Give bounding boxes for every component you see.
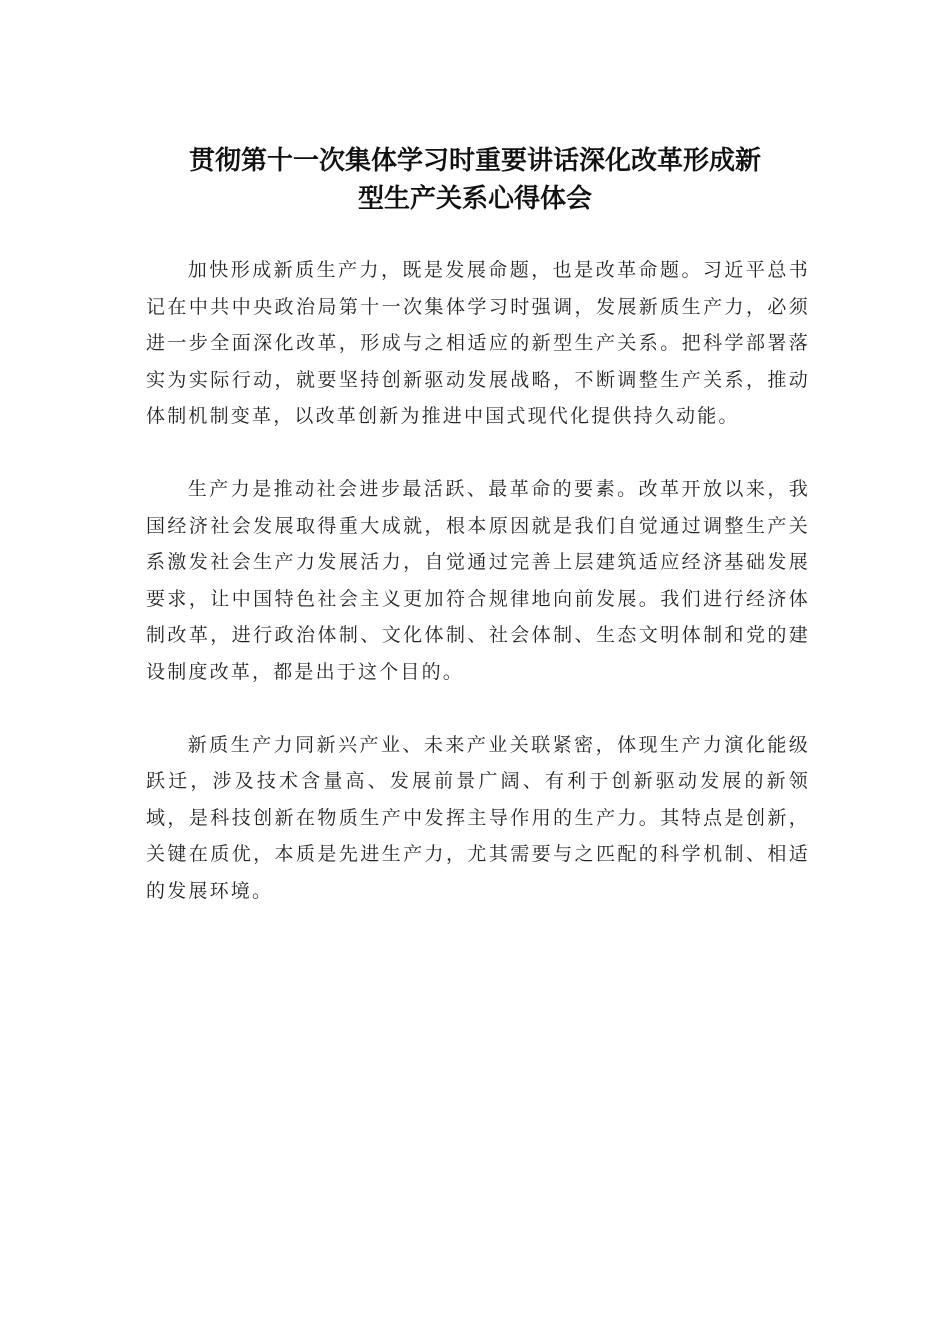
- paragraph-2: 生产力是推动社会进步最活跃、最革命的要素。改革开放以来，我国经济社会发展取得重大成就，根本原因就是我们自觉通过调整生产关系激发社会生产力发展活力，自觉通过完善上层建筑适应经济基础发展要求，让中国特色社会主义更加符合规律地向前发展。我们进行经济体制改革，进行政治体制、文化体制、社会体制、生态文明体制和党的建设制度改革，都是出于这个目的。: [146, 478, 810, 683]
- document-body: [146, 252, 810, 946]
- paragraph-1: 加快形成新质生产力，既是发展命题，也是改革命题。习近平总书记在中共中央政治局第十一次集体学习时强调，发展新质生产力，必须进一步全面深化改革，形成与之相适应的新型生产关系。把科学部署落实为实际行动，就要坚持创新驱动发展战略，不断调整生产关系，推动体制机制变革，以改革创新为推进中国式现代化提供持久动能。: [146, 259, 810, 427]
- document-title: [140, 142, 810, 218]
- document-title-line-2: 型生产关系心得体会: [357, 184, 592, 214]
- paragraph-3: 新质生产力同新兴产业、未来产业关联紧密，体现生产力演化能级跃迁，涉及技术含量高、发展前景广阔、有利于创新驱动发展的新领域，是科技创新在物质生产中发挥主导作用的生产力。其特点是创新，关键在质优，本质是先进生产力，尤其需要与之匹配的科学机制、相适的发展环境。: [146, 733, 810, 902]
- document-title-line-1: 贯彻第十一次集体学习时重要讲话深化改革形成新: [188, 146, 761, 176]
